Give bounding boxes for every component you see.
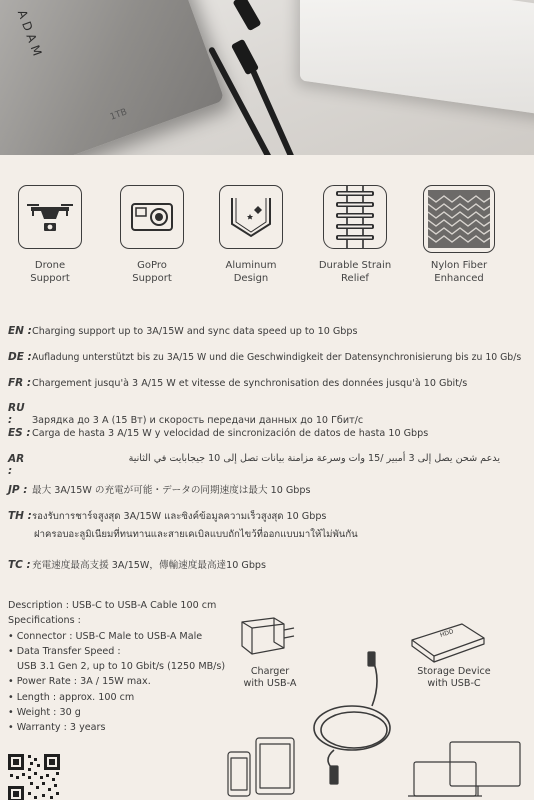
spec-transfer-detail: USB 3.1 Gen 2, up to 10 Gbit/s (1250 MB/s) bbox=[17, 661, 226, 673]
product-photo bbox=[0, 0, 534, 155]
nylon-fiber-icon bbox=[423, 185, 495, 253]
spec-transfer: • Data Transfer Speed : bbox=[8, 645, 121, 657]
lang-text-ru: Зарядка до 3 А (15 Вт) и скорость передачи данных до 10 Гбит/с bbox=[32, 415, 364, 426]
lang-code-fr: FR : bbox=[8, 377, 32, 389]
feature-aluminum-label-1: Aluminum bbox=[225, 260, 277, 271]
feature-gopro-label-2: Support bbox=[132, 273, 172, 284]
lang-fr bbox=[8, 377, 528, 389]
feature-nylon-label-2: Enhanced bbox=[434, 273, 484, 284]
feature-aluminum bbox=[201, 185, 301, 285]
feature-gopro bbox=[102, 185, 202, 285]
lang-code-th: TH : bbox=[8, 510, 32, 522]
feature-drone-label-1: Drone bbox=[34, 260, 66, 271]
storage-label-1: Storage Device bbox=[417, 666, 491, 677]
lang-text-th-line2: ฝาครอบอะลูมิเนียมที่ทนทานและสายเคเบิลแบบถักไขว้ที่ออกแบบมาให้ไม่พันกัน bbox=[34, 529, 358, 540]
spec-weight: • Weight : 30 g bbox=[8, 707, 81, 719]
lang-code-jp: JP : bbox=[8, 484, 28, 496]
spec-power: • Power Rate : 3A / 15W max. bbox=[8, 676, 151, 688]
lang-text-en: Charging support up to 3A/15W and sync data speed up to 10 Gbps bbox=[32, 326, 358, 337]
lang-code-es: ES : bbox=[8, 427, 31, 439]
lang-de bbox=[8, 351, 528, 363]
lang-en bbox=[8, 325, 528, 337]
lang-text-fr: Chargement jusqu'à 3 A/15 W et vitesse de synchronisation des données jusqu'à 10 Gbit/s bbox=[32, 378, 468, 389]
drone-icon bbox=[18, 185, 82, 249]
laptop-icon bbox=[408, 762, 482, 796]
lang-code-ru: RU : bbox=[8, 402, 25, 426]
gopro-icon bbox=[120, 185, 184, 249]
tablet-icon bbox=[256, 738, 294, 794]
spec-heading: Specifications : bbox=[8, 615, 81, 627]
coiled-cable-icon bbox=[314, 658, 390, 770]
lang-th bbox=[8, 509, 528, 524]
lang-ru bbox=[8, 402, 528, 426]
charger-label-1: Charger bbox=[250, 666, 290, 677]
feature-drone bbox=[0, 185, 100, 285]
lang-text-de: Aufladung unterstützt bis zu 3A/15 W und die Geschwindigkeit der Datensynchronisierung bis zu 10 Gb/s bbox=[32, 352, 522, 363]
connection-diagram bbox=[222, 610, 534, 800]
monitor-icon bbox=[450, 742, 520, 796]
lang-text-ar: يدعم شحن يصل إلى 3 أمبير /15 وات وسرعة مزامنة بيانات تصل إلى 10 جيجابايت في الثانية bbox=[128, 453, 500, 464]
laptop-image bbox=[300, 0, 534, 120]
feature-nylon bbox=[409, 185, 509, 285]
lang-text-th: รองรับการชาร์จสูงสุด 3A/15W และซิงค์ข้อมูลความเร็วสูงสุด 10 Gbps bbox=[32, 511, 327, 522]
lang-text-tc: 充電速度最高支援 3A/15W，傳輸速度最高達10 Gbps bbox=[32, 560, 267, 571]
feature-strain-relief bbox=[305, 185, 405, 285]
spec-warranty: • Warranty : 3 years bbox=[8, 722, 106, 734]
lang-code-tc: TC : bbox=[8, 559, 31, 571]
qr-code bbox=[6, 752, 62, 800]
lang-code-en: EN : bbox=[8, 325, 32, 337]
spec-connector: • Connector : USB-C Male to USB-A Male bbox=[8, 630, 203, 642]
usb-c-plug-image bbox=[231, 39, 259, 76]
spec-description: Description : USB-C to USB-A Cable 100 cm bbox=[8, 600, 217, 611]
lang-es bbox=[8, 427, 528, 439]
lang-code-ar: AR : bbox=[8, 453, 25, 477]
lang-text-jp: 最大 3A/15W の充電が可能・データの同期速度は最大 10 Gbps bbox=[32, 485, 311, 496]
usb-a-plug-image bbox=[232, 0, 261, 31]
lang-code-de: DE : bbox=[8, 351, 32, 363]
lang-text-es: Carga de hasta 3 A/15 W y velocidad de sincronización de datos de hasta 10 Gbps bbox=[32, 428, 429, 439]
hdd-label: HDD bbox=[439, 628, 455, 639]
phone-icon bbox=[228, 752, 250, 796]
feature-aluminum-label-2: Design bbox=[233, 273, 269, 284]
feature-nylon-label-1: Nylon Fiber bbox=[430, 260, 488, 271]
charger-label bbox=[230, 666, 310, 690]
storage-label bbox=[404, 666, 504, 690]
feature-strain-label-1: Durable Strain bbox=[318, 260, 392, 271]
ssd-brand-text: ADAM bbox=[14, 8, 46, 62]
feature-gopro-label-1: GoPro bbox=[137, 260, 167, 271]
lang-ar bbox=[8, 453, 528, 477]
charger-label-2: with USB-A bbox=[243, 678, 297, 689]
lang-jp bbox=[8, 482, 528, 496]
specifications bbox=[8, 598, 225, 736]
aluminum-icon bbox=[219, 185, 283, 249]
charger-icon bbox=[242, 618, 294, 654]
feature-drone-label-2: Support bbox=[30, 273, 70, 284]
lang-tc bbox=[8, 557, 528, 571]
strain-relief-icon bbox=[323, 185, 387, 249]
spec-length: • Length : approx. 100 cm bbox=[8, 691, 135, 703]
feature-strain-label-2: Relief bbox=[341, 273, 369, 284]
ssd-capacity-label: 1TB bbox=[108, 107, 129, 123]
storage-label-2: with USB-C bbox=[427, 678, 481, 689]
